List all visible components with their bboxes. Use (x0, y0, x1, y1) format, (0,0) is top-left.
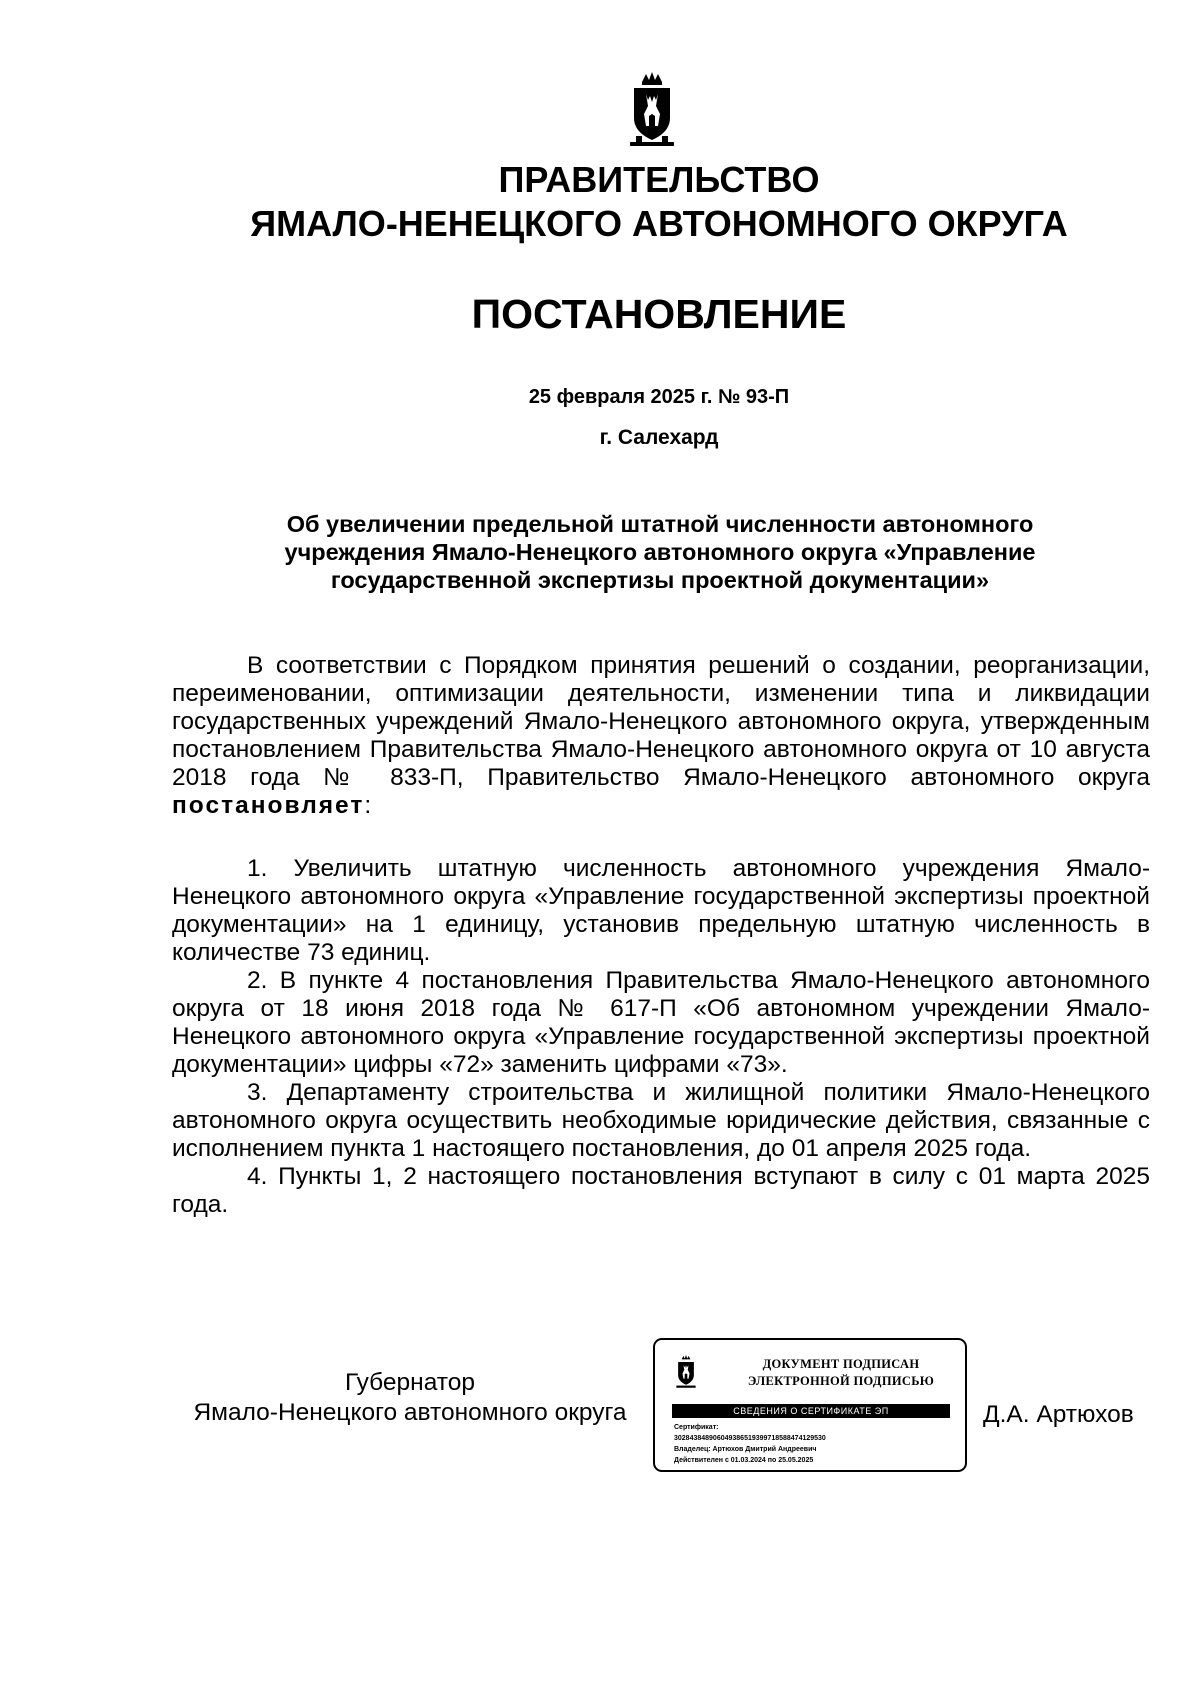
subject-line: государственной экспертизы проектной документации» (330, 567, 990, 593)
decree-item: 2. В пункте 4 постановления Правительства Ямало-Ненецкого автономного округа от 18 июня 2018 года № 617-П «Об автономном учреждении Ямало-Ненецкого автономного округа «Управление государственной экспертизы проектной документации» цифры «72» заменить цифрами «73». (172, 967, 1150, 1078)
coat-of-arms-icon (620, 70, 684, 152)
stamp-certificate-bar: СВЕДЕНИЯ О СЕРТИФИКАТЕ ЭП (672, 1404, 950, 1418)
subject-line: учреждения Ямало-Ненецкого автономного округа «Управление (284, 539, 1036, 565)
certificate-owner: Владелец: Артюхов Дмитрий Андреевич (674, 1446, 817, 1453)
preamble-paragraph (172, 652, 1150, 820)
signatory-name: Д.А. Артюхов (983, 1401, 1134, 1428)
preamble-ending: : (364, 792, 372, 819)
preamble (172, 652, 1150, 820)
stamp-header (723, 1356, 959, 1390)
certificate-value: 302843848906049386519399718588474129530 (674, 1435, 826, 1442)
decree-item: 4. Пункты 1, 2 настоящего постановления вступают в силу с 01 марта 2025 года. (172, 1163, 1150, 1218)
government-title-line2: ЯМАЛО-НЕНЕЦКОГО АВТОНОМНОГО ОКРУГА (250, 203, 1068, 244)
decree-item: 3. Департаменту строительства и жилищной политики Ямало-Ненецкого автономного округа осуществить необходимые юридические действия, связанные с исполнением пункта 1 настоящего постановления, до 01 апреля 2025 года. (172, 1079, 1150, 1162)
e-signature-stamp (653, 1338, 967, 1472)
decree-item: 1. Увеличить штатную численность автономного учреждения Ямало-Ненецкого автономного округа «Управление государственной экспертизы проектной документации» на 1 единицу, установив предельную штатную численность в количестве 73 единиц. (172, 855, 1150, 966)
government-title-line1: ПРАВИТЕЛЬСТВО (498, 159, 820, 200)
date-number: 25 февраля 2025 г. № 93-П (528, 386, 790, 408)
signatory-title-line: Ямало-Ненецкого автономного округа (193, 1399, 627, 1426)
document-type: ПОСТАНОВЛЕНИЕ (471, 291, 847, 337)
stamp-certificate-info (674, 1422, 954, 1466)
preamble-emphasis: постановляет (172, 792, 365, 819)
certificate-validity: Действителен с 01.03.2024 по 25.05.2025 (674, 1457, 814, 1464)
subject-line: Об увеличении предельной штатной численности автономного (286, 511, 1034, 537)
preamble-text: В соответствии с Порядком принятия решений о создании, реорганизации, переименовании, оптимизации деятельности, изменении типа и ликвидации государственных учреждений Ямало-Ненецкого автономного округа, утвержденным постановлением Правительства Ямало-Ненецкого автономного округа от 10 августа 2018 года № 833-П, Правительство Ямало-Ненецкого автономного округа (172, 652, 1150, 791)
stamp-header-line: ЭЛЕКТРОННОЙ ПОДПИСЬЮ (747, 1374, 935, 1388)
document-subject (150, 510, 1170, 594)
city: г. Салехард (599, 426, 719, 449)
certificate-label: Сертификат: (674, 1424, 719, 1431)
coat-of-arms-icon (672, 1354, 700, 1390)
signatory-title (170, 1368, 650, 1428)
stamp-header-line: ДОКУМЕНТ ПОДПИСАН (762, 1357, 920, 1371)
decree-items (172, 855, 1150, 1219)
signatory-title-line: Губернатор (345, 1369, 475, 1396)
